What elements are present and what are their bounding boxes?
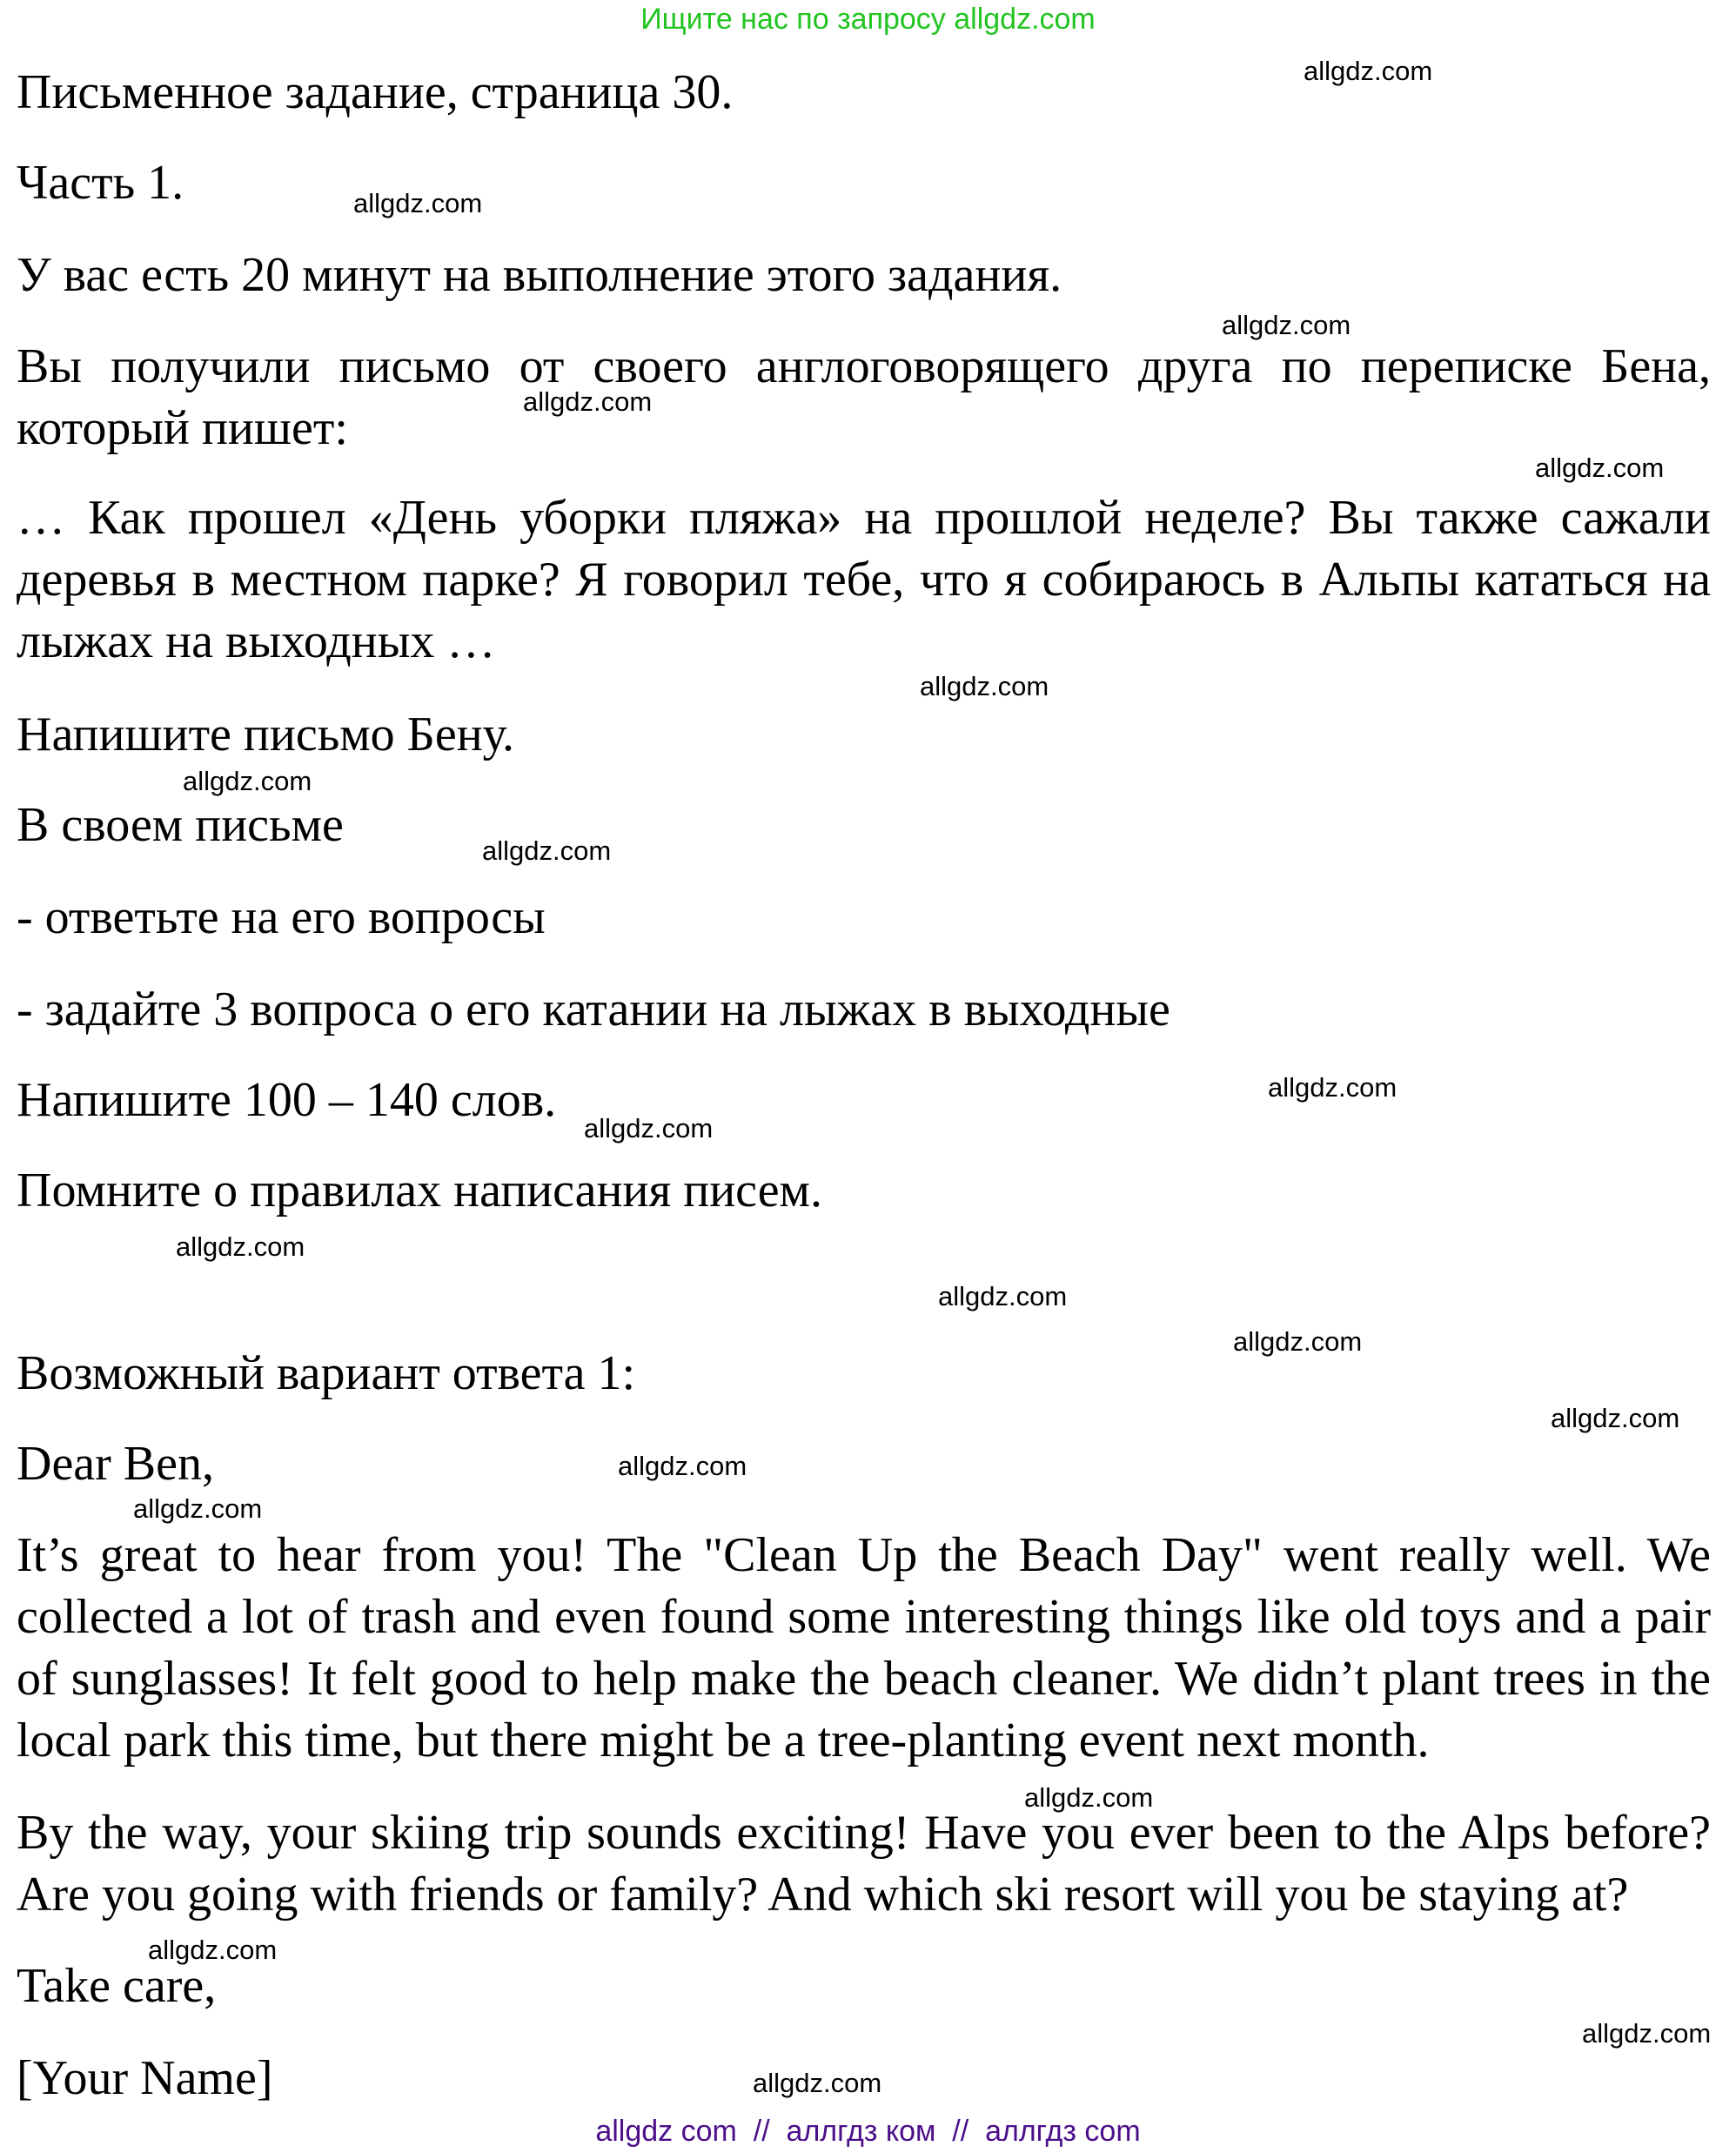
watermark: allgdz.com <box>1268 1072 1398 1103</box>
watermark: allgdz.com <box>1222 310 1351 340</box>
task-instruction: Напишите письмо Бену. <box>17 708 515 761</box>
watermark: allgdz.com <box>133 1493 263 1524</box>
task-title: Письменное задание, страница 30. <box>17 65 734 119</box>
task-bullet-1: - ответьте на его вопросы <box>17 890 546 944</box>
task-intro: Вы получили письмо от своего англоговорящего друга по переписке Бена, который пишет: <box>17 339 1711 455</box>
header-banner[interactable]: Ищите нас по запросу allgdz.com <box>640 3 1096 36</box>
watermark: allgdz.com <box>1582 2018 1712 2049</box>
task-part: Часть 1. <box>17 156 184 210</box>
watermark: allgdz.com <box>584 1113 714 1144</box>
watermark: allgdz.com <box>1304 56 1433 86</box>
watermark: allgdz.com <box>1024 1782 1154 1813</box>
watermark: allgdz.com <box>183 766 312 796</box>
letter-greeting: Dear Ben, <box>17 1437 215 1491</box>
watermark: allgdz.com <box>353 188 483 218</box>
task-time: У вас есть 20 минут на выполнение этого задания. <box>17 248 1062 302</box>
letter-paragraph-2: By the way, your skiing trip sounds exciting! Have you ever been to the Alps before? Are you going with friends or family? And which ski resort will you be staying at? <box>17 1806 1711 1922</box>
watermark: allgdz.com <box>1551 1403 1680 1433</box>
letter-signature: [Your Name] <box>17 2051 273 2105</box>
watermark: allgdz.com <box>148 1935 278 1965</box>
footer-banner[interactable]: allgdz com // аллгдз ком // аллгдз com <box>595 2115 1141 2148</box>
watermark: allgdz.com <box>1535 453 1665 483</box>
watermark: allgdz.com <box>920 671 1049 701</box>
answer-heading: Возможный вариант ответа 1: <box>17 1346 636 1400</box>
watermark: allgdz.com <box>938 1281 1068 1311</box>
task-quote: … Как прошел «День уборки пляжа» на прошлой неделе? Вы также сажали деревья в местном парке? Я говорил тебе, что я собираюсь в Альпы кататься на лыжах на выходных … <box>17 491 1711 668</box>
watermark: allgdz.com <box>618 1451 747 1481</box>
watermark: allgdz.com <box>1233 1326 1363 1357</box>
task-in-letter: В своем письме <box>17 798 344 852</box>
watermark: allgdz.com <box>176 1231 305 1262</box>
letter-closing: Take care, <box>17 1959 217 2013</box>
watermark: allgdz.com <box>523 386 653 417</box>
task-bullet-2: - задайте 3 вопроса о его катании на лыжах в выходные <box>17 983 1170 1036</box>
watermark: allgdz.com <box>753 2068 882 2098</box>
letter-paragraph-1: It’s great to hear from you! The "Clean Up the Beach Day" went really well. We collected a lot of trash and even found some interesting things like old toys and a pair of sunglasses! It felt good to help make the beach cleaner. We didn’t plant trees in the local park this time, but there might be a tree-planting event next month. <box>17 1528 1711 1767</box>
task-rules: Помните о правилах написания писем. <box>17 1164 822 1217</box>
task-word-count: Напишите 100 – 140 слов. <box>17 1073 557 1127</box>
watermark: allgdz.com <box>482 835 612 866</box>
